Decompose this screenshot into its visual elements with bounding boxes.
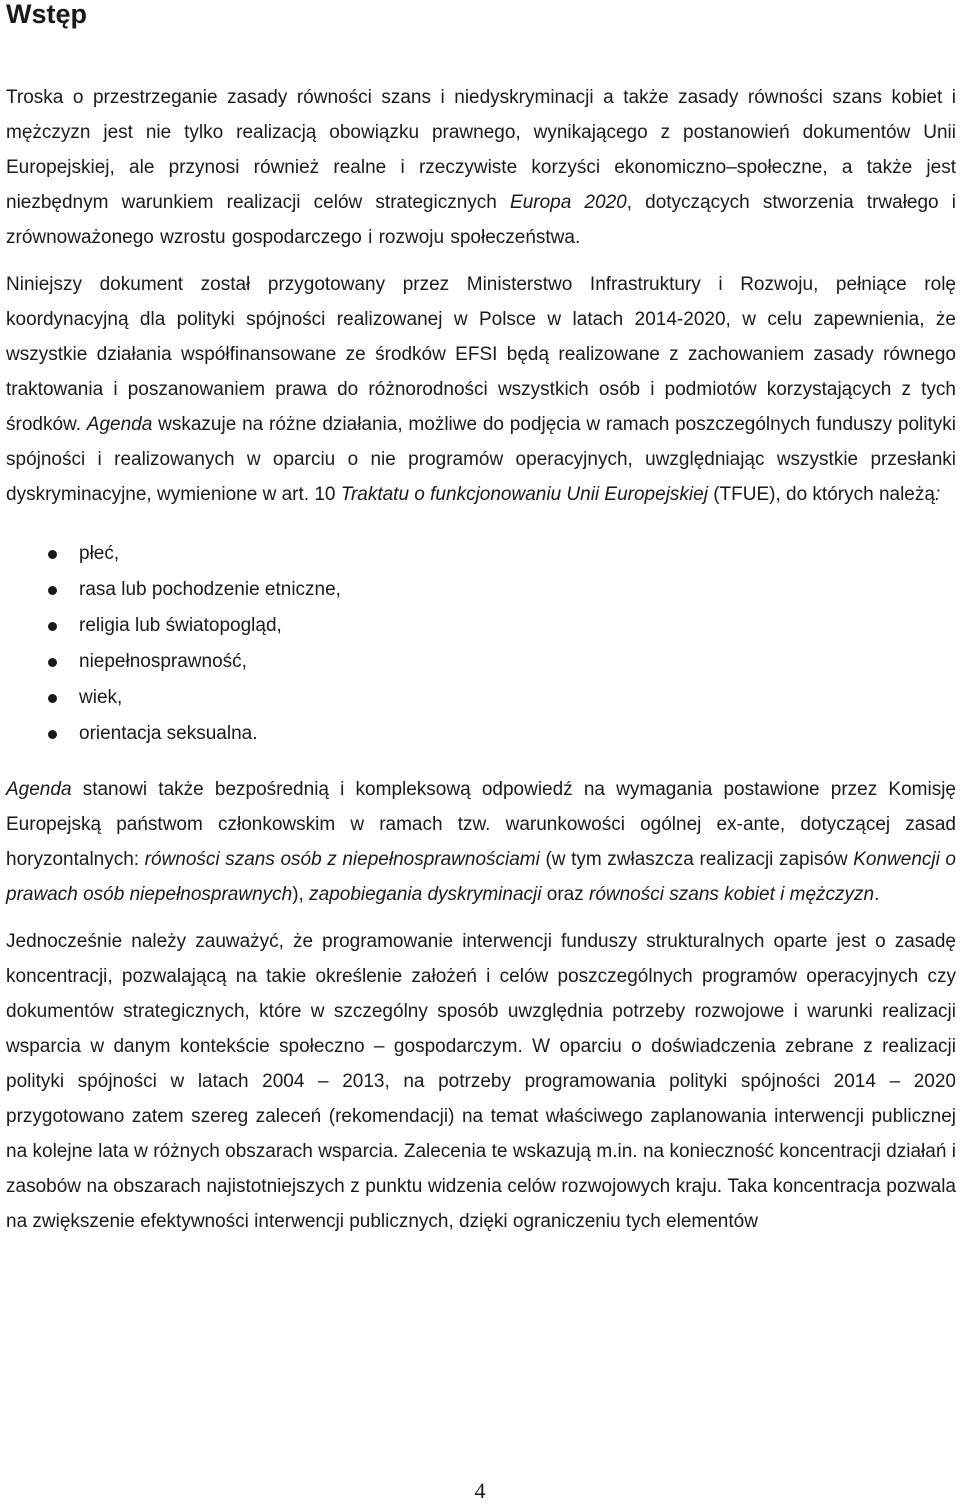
text-run: . bbox=[874, 884, 880, 905]
italic-text: Konwencji o prawach osób niepełnosprawnych bbox=[6, 849, 956, 905]
italic-text: Europa 2020 bbox=[510, 192, 627, 213]
text-run: oraz bbox=[541, 884, 589, 905]
paragraph-ministry bbox=[6, 267, 956, 512]
italic-text: równości szans kobiet i mężczyzn bbox=[589, 884, 875, 905]
document-body bbox=[6, 80, 956, 1239]
discrimination-grounds-list bbox=[6, 536, 956, 752]
list-item: orientacja seksualna. bbox=[6, 716, 956, 752]
bullet-icon bbox=[48, 550, 57, 559]
paragraph-intro bbox=[6, 80, 956, 255]
text-run: Niniejszy dokument został przygotowany przez Ministerstwo Infrastruktury i Rozwoju, pełniące rolę koordynacyjną dla polityki spójności realizowanej w Polsce w latach 2014-2020, w celu zapewnienia, że wszystkie działania współfinansowane ze środków EFSI będą realizowane z zachowaniem zasady równego traktowania i poszanowaniem prawa do różnorodności wszystkich osób i podmiotów korzystających z tych środków. bbox=[6, 274, 956, 435]
list-item: rasa lub pochodzenie etniczne, bbox=[6, 572, 956, 608]
bullet-icon bbox=[48, 586, 57, 595]
text-run: ), bbox=[292, 884, 310, 905]
list-item: niepełnosprawność, bbox=[6, 644, 956, 680]
text-run: wskazuje na różne działania, możliwe do podjęcia w ramach poszczególnych funduszy polityki spójności i realizowanych w oparciu o nie programów operacyjnych, uwzględniając wszystkie przesłanki dyskryminacyjne, wymienione w art. 10 bbox=[6, 414, 956, 505]
bullet-icon bbox=[48, 694, 57, 703]
page-number: 4 bbox=[474, 1478, 486, 1503]
section-title: Wstęp bbox=[6, 0, 87, 29]
bullet-icon bbox=[48, 622, 57, 631]
text-run: Jednocześnie należy zauważyć, że programowanie interwencji funduszy strukturalnych oparte jest o zasadę koncentracji, pozwalającą na takie określenie założeń i celów poszczególnych programów operacyjnych czy dokumentów strategicznych, które w szczególny sposób uwzględnia potrzeby rozwojowe i warunki realizacji wsparcia w danym kontekście społeczno – gospodarczym. W oparciu o doświadczenia zebrane z realizacji polityki spójności w latach 2004 – 2013, na potrzeby programowania polityki spójności 2014 – 2020 przygotowano zatem szereg zaleceń (rekomendacji) na temat właściwego zaplanowania interwencji publicznej na kolejne lata w różnych obszarach wsparcia. Zalecenia te wskazują m.in. na konieczność koncentracji działań i zasobów na obszarach najistotniejszych z punktu widzenia celów rozwojowych kraju. Taka koncentracja pozwala na zwiększenie efektywności interwencji publicznych, dzięki ograniczeniu tych elementów bbox=[6, 931, 956, 1232]
list-item: płeć, bbox=[6, 536, 956, 572]
bullet-icon bbox=[48, 658, 57, 667]
italic-text: zapobiegania dyskryminacji bbox=[309, 884, 542, 905]
list-item: wiek, bbox=[6, 680, 956, 716]
italic-text: Agenda bbox=[6, 779, 72, 800]
text-run: Troska o przestrzeganie zasady równości szans i niedyskryminacji a także zasady równości szans kobiet i mężczyzn jest nie tylko realizacją obowiązku prawnego, wynikającego z postanowień dokumentów Unii Europejskiej, ale przynosi również realne i rzeczywiste korzyści ekonomiczno–społeczne, a także jest niezbędnym warunkiem realizacji celów strategicznych bbox=[6, 87, 956, 213]
paragraph-agenda bbox=[6, 772, 956, 912]
list-item: religia lub światopogląd, bbox=[6, 608, 956, 644]
bullet-icon bbox=[48, 730, 57, 739]
paragraph-concentration bbox=[6, 924, 956, 1239]
italic-text: Agenda bbox=[86, 414, 153, 435]
text-run: (TFUE), do których należą bbox=[707, 484, 935, 505]
text-run: , dotyczących stworzenia trwałego i zrównoważonego wzrostu gospodarczego i rozwoju społeczeństwa. bbox=[6, 192, 956, 248]
italic-text: : bbox=[934, 484, 941, 505]
italic-text: Traktatu o funkcjonowaniu Unii Europejskiej bbox=[340, 484, 708, 505]
italic-text: równości szans osób z niepełnosprawnościami bbox=[144, 849, 540, 870]
text-run: stanowi także bezpośrednią i kompleksową odpowiedź na wymagania postawione przez Komisję Europejską państwom członkowskim w ramach tzw. warunkowości ogólnej ex-ante, dotyczącej zasad horyzontalnych: bbox=[6, 779, 956, 870]
text-run: (w tym zwłaszcza realizacji zapisów bbox=[539, 849, 854, 870]
